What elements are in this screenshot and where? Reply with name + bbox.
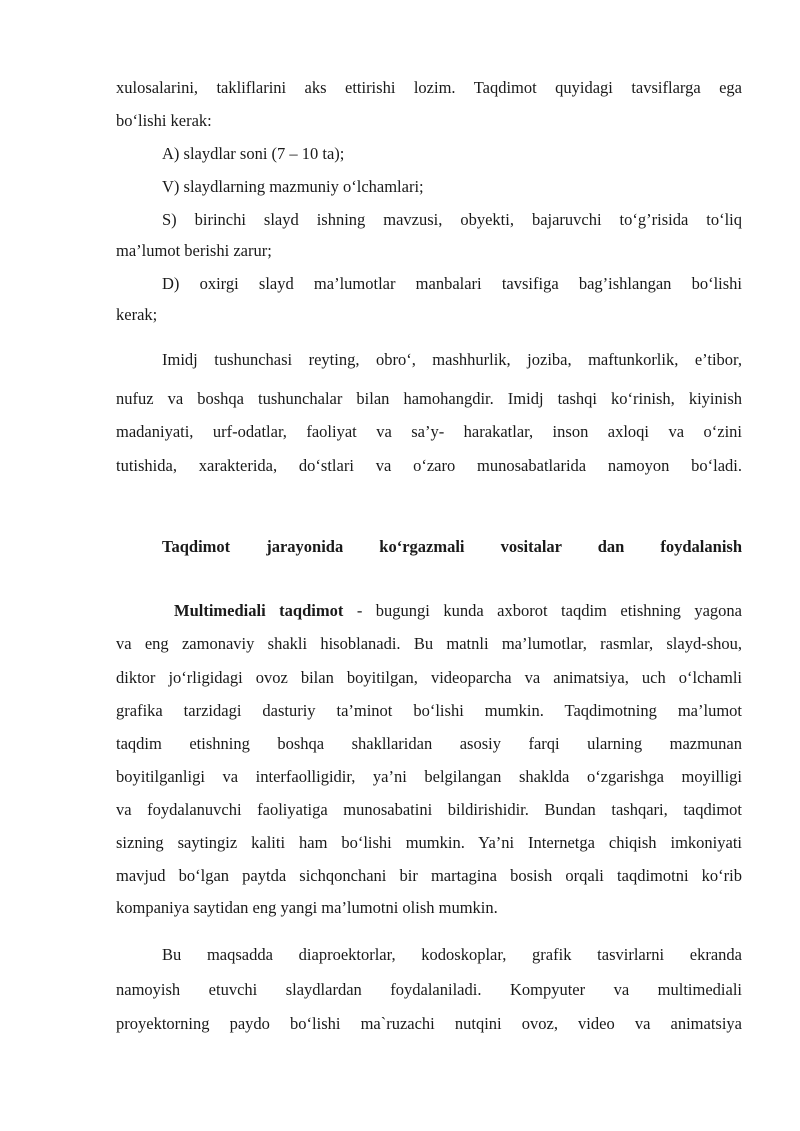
- text-line: taqdim etishning boshqa shakllaridan asosiy farqi ularning mazmunan: [116, 734, 742, 753]
- list-item-s: S) birinchi slayd ishning mavzusi, obyekti, bajaruvchi to‘g’risida to‘liq: [162, 210, 742, 229]
- text-span: - bugungi kunda axborot taqdim etishning yagona: [343, 601, 742, 620]
- text-line: kerak;: [116, 305, 158, 324]
- text-line: va foydalanuvchi faoliyatiga munosabatini bildirishidir. Bundan tashqari, taqdimot: [116, 800, 742, 819]
- section-heading: Taqdimot jarayonida ko‘rgazmali vositalar dan foydalanish: [162, 537, 742, 556]
- text-line: madaniyati, urf-odatlar, faoliyat va sa’y- harakatlar, inson axloqi va o‘zini: [116, 422, 742, 441]
- text-line: sizning saytingiz kaliti ham bo‘lishi mumkin. Ya’ni Internetga chiqish imkoniyati: [116, 833, 742, 852]
- text-line: namoyish etuvchi slaydlardan foydalaniladi. Kompyuter va multimediali: [116, 980, 742, 999]
- text-line: bo‘lishi kerak:: [116, 111, 212, 130]
- list-item-d: D) oxirgi slayd ma’lumotlar manbalari tavsifiga bag’ishlangan bo‘lishi: [162, 274, 742, 293]
- list-item-a: A) slaydlar soni (7 – 10 ta);: [162, 144, 345, 163]
- text-line: proyektorning paydo bo‘lishi ma`ruzachi nutqini ovoz, video va animatsiya: [116, 1014, 742, 1033]
- text-line: Bu maqsadda diaproektorlar, kodoskoplar, grafik tasvirlarni ekranda: [162, 945, 742, 964]
- text-line: mavjud bo‘lgan paytda sichqonchani bir martagina bosish orqali taqdimotni ko‘rib: [116, 866, 742, 885]
- text-line: [174, 601, 742, 621]
- text-line: Imidj tushunchasi reyting, obro‘, mashhurlik, joziba, maftunkorlik, e’tibor,: [162, 350, 742, 369]
- text-line: diktor jo‘rligidagi ovoz bilan boyitilgan, videoparcha va animatsiya, uch o‘lchamli: [116, 668, 742, 687]
- text-line: grafika tarzidagi dasturiy ta’minot bo‘lishi mumkin. Taqdimotning ma’lumot: [116, 701, 742, 720]
- bold-term: Multimediali taqdimot: [174, 601, 344, 620]
- text-line: va eng zamonaviy shakli hisoblanadi. Bu matnli ma’lumotlar, rasmlar, slayd-shou,: [116, 634, 742, 653]
- text-line: tutishida, xarakterida, do‘stlari va o‘zaro munosabatlarida namoyon bo‘ladi.: [116, 456, 742, 475]
- list-item-v: V) slaydlarning mazmuniy o‘lchamlari;: [162, 177, 424, 196]
- text-line: xulosalarini, takliflarini aks ettirishi lozim. Taqdimot quyidagi tavsiflarga ega: [116, 78, 742, 97]
- text-line: nufuz va boshqa tushunchalar bilan hamohangdir. Imidj tashqi ko‘rinish, kiyinish: [116, 389, 742, 408]
- text-line: boyitilganligi va interfaolligidir, ya’ni belgilangan shaklda o‘zgarishga moyilligi: [116, 767, 742, 786]
- text-line: kompaniya saytidan eng yangi ma’lumotni olish mumkin.: [116, 898, 498, 917]
- text-line: ma’lumot berishi zarur;: [116, 241, 272, 260]
